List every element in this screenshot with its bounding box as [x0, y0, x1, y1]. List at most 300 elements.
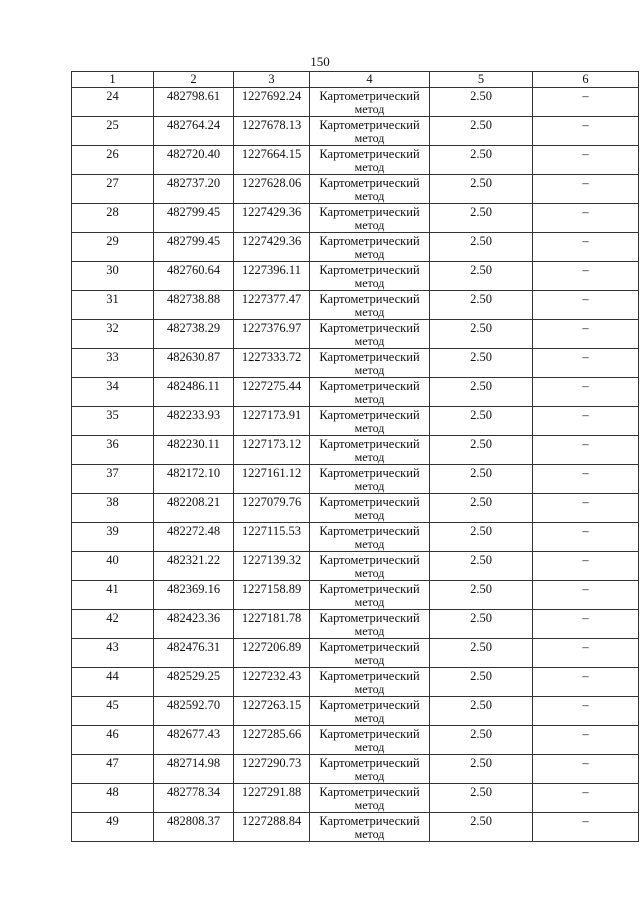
- accuracy-cell: [430, 523, 533, 552]
- point-number-cell-text: 31: [106, 292, 119, 306]
- accuracy-cell-text: 2.50: [470, 669, 492, 683]
- note-cell: [533, 88, 639, 117]
- y-coordinate-cell-text: 1227275.44: [241, 379, 302, 393]
- y-coordinate-cell: [234, 88, 310, 117]
- x-coordinate-cell-text: 482630.87: [166, 350, 221, 364]
- point-number-cell-text: 35: [106, 408, 119, 422]
- y-coordinate-cell-text: 1227429.36: [241, 205, 302, 219]
- note-cell-text: –: [582, 727, 589, 741]
- x-coordinate-cell: [154, 610, 234, 639]
- x-coordinate-cell-text: 482529.25: [166, 669, 221, 683]
- point-number-cell-text: 32: [106, 321, 119, 335]
- note-cell-text: –: [582, 408, 589, 422]
- note-cell: [533, 639, 639, 668]
- point-number-cell-text: 27: [106, 176, 119, 190]
- note-cell-text: –: [582, 263, 589, 277]
- point-number-cell-text: 47: [106, 756, 119, 770]
- method-cell-text: метод: [354, 653, 385, 667]
- x-coordinate-cell-text: 482476.31: [166, 640, 221, 654]
- point-number-cell-text: 37: [106, 466, 119, 480]
- x-coordinate-cell-text: 482737.20: [166, 176, 221, 190]
- y-coordinate-cell: [234, 610, 310, 639]
- accuracy-cell-text: 2.50: [470, 727, 492, 741]
- accuracy-cell: [430, 407, 533, 436]
- method-cell-text: метод: [354, 392, 385, 406]
- x-coordinate-cell: [154, 523, 234, 552]
- table-row: [72, 813, 639, 842]
- note-cell-text: –: [582, 553, 589, 567]
- accuracy-cell: [430, 349, 533, 378]
- note-cell: [533, 233, 639, 262]
- y-coordinate-cell-text: 1227429.36: [241, 234, 302, 248]
- note-cell: [533, 204, 639, 233]
- y-coordinate-cell: [234, 813, 310, 842]
- y-coordinate-cell: [234, 349, 310, 378]
- point-number-cell-text: 30: [106, 263, 119, 277]
- table-row: [72, 146, 639, 175]
- note-cell: [533, 581, 639, 610]
- x-coordinate-cell-text: 482760.64: [166, 263, 221, 277]
- method-cell-text: метод: [354, 624, 385, 638]
- y-coordinate-cell-text: 1227291.88: [241, 785, 302, 799]
- table-row: [72, 320, 639, 349]
- note-cell: [533, 668, 639, 697]
- note-cell: [533, 175, 639, 204]
- point-number-cell-text: 46: [106, 727, 119, 741]
- note-cell-text: –: [582, 234, 589, 248]
- table-row: [72, 117, 639, 146]
- table-row: [72, 291, 639, 320]
- note-cell-text: –: [582, 292, 589, 306]
- note-cell: [533, 436, 639, 465]
- point-number-cell: [72, 552, 154, 581]
- method-cell: [310, 233, 430, 262]
- method-cell-text: метод: [354, 189, 385, 203]
- note-cell: [533, 523, 639, 552]
- x-coordinate-cell: [154, 291, 234, 320]
- point-number-cell: [72, 117, 154, 146]
- note-cell-text: –: [582, 611, 589, 625]
- table-row: [72, 494, 639, 523]
- method-cell-text: Картометрический: [319, 814, 420, 828]
- note-cell: [533, 349, 639, 378]
- point-number-cell: [72, 378, 154, 407]
- accuracy-cell: [430, 175, 533, 204]
- method-cell-text: Картометрический: [319, 118, 420, 132]
- accuracy-cell: [430, 639, 533, 668]
- method-cell-text: метод: [354, 798, 385, 812]
- method-cell: [310, 378, 430, 407]
- y-coordinate-cell-text: 1227115.53: [242, 524, 301, 538]
- y-coordinate-cell: [234, 204, 310, 233]
- y-coordinate-cell: [234, 494, 310, 523]
- note-cell-text: –: [582, 524, 589, 538]
- y-coordinate-cell-text: 1227376.97: [241, 321, 302, 335]
- note-cell-text: –: [582, 379, 589, 393]
- method-cell-text: Картометрический: [319, 756, 420, 770]
- note-cell: [533, 755, 639, 784]
- point-number-cell: [72, 291, 154, 320]
- method-cell-text: Картометрический: [319, 321, 420, 335]
- y-coordinate-cell: [234, 233, 310, 262]
- y-coordinate-cell: [234, 465, 310, 494]
- column-header: 6: [533, 72, 639, 88]
- method-cell: [310, 639, 430, 668]
- x-coordinate-cell-text: 482272.48: [166, 524, 221, 538]
- point-number-cell-text: 26: [106, 147, 119, 161]
- point-number-cell: [72, 262, 154, 291]
- method-cell-text: Картометрический: [319, 437, 420, 451]
- method-cell: [310, 668, 430, 697]
- x-coordinate-cell-text: 482677.43: [166, 727, 221, 741]
- note-cell-text: –: [582, 118, 589, 132]
- point-number-cell-text: 45: [106, 698, 119, 712]
- accuracy-cell-text: 2.50: [470, 234, 492, 248]
- x-coordinate-cell: [154, 668, 234, 697]
- method-cell-text: Картометрический: [319, 205, 420, 219]
- x-coordinate-cell-text: 482486.11: [167, 379, 220, 393]
- accuracy-cell: [430, 494, 533, 523]
- x-coordinate-cell: [154, 494, 234, 523]
- table-row: [72, 407, 639, 436]
- y-coordinate-cell-text: 1227288.84: [241, 814, 302, 828]
- x-coordinate-cell-text: 482764.24: [166, 118, 221, 132]
- x-coordinate-cell: [154, 465, 234, 494]
- note-cell: [533, 262, 639, 291]
- x-coordinate-cell: [154, 378, 234, 407]
- method-cell-text: Картометрический: [319, 263, 420, 277]
- method-cell-text: Картометрический: [319, 524, 420, 538]
- x-coordinate-cell: [154, 146, 234, 175]
- y-coordinate-cell-text: 1227206.89: [241, 640, 302, 654]
- y-coordinate-cell: [234, 581, 310, 610]
- table-row: [72, 610, 639, 639]
- method-cell: [310, 697, 430, 726]
- accuracy-cell: [430, 697, 533, 726]
- accuracy-cell: [430, 581, 533, 610]
- point-number-cell-text: 36: [106, 437, 119, 451]
- point-number-cell-text: 29: [106, 234, 119, 248]
- y-coordinate-cell: [234, 552, 310, 581]
- point-number-cell: [72, 755, 154, 784]
- point-number-cell: [72, 436, 154, 465]
- note-cell-text: –: [582, 582, 589, 596]
- x-coordinate-cell: [154, 581, 234, 610]
- method-cell-text: метод: [354, 827, 385, 841]
- point-number-cell: [72, 233, 154, 262]
- accuracy-cell: [430, 668, 533, 697]
- table-row: [72, 378, 639, 407]
- method-cell: [310, 407, 430, 436]
- note-cell-text: –: [582, 176, 589, 190]
- y-coordinate-cell-text: 1227173.12: [241, 437, 302, 451]
- y-coordinate-cell: [234, 291, 310, 320]
- method-cell-text: метод: [354, 218, 385, 232]
- method-cell-text: метод: [354, 421, 385, 435]
- note-cell-text: –: [582, 89, 589, 103]
- method-cell-text: Картометрический: [319, 553, 420, 567]
- y-coordinate-cell: [234, 146, 310, 175]
- note-cell-text: –: [582, 321, 589, 335]
- x-coordinate-cell: [154, 407, 234, 436]
- x-coordinate-cell-text: 482799.45: [166, 234, 221, 248]
- accuracy-cell-text: 2.50: [470, 466, 492, 480]
- note-cell: [533, 146, 639, 175]
- point-number-cell-text: 44: [106, 669, 119, 683]
- accuracy-cell: [430, 291, 533, 320]
- x-coordinate-cell-text: 482808.37: [166, 814, 221, 828]
- accuracy-cell-text: 2.50: [470, 350, 492, 364]
- x-coordinate-cell: [154, 726, 234, 755]
- note-cell-text: –: [582, 785, 589, 799]
- method-cell: [310, 755, 430, 784]
- column-header: 2: [154, 72, 234, 88]
- y-coordinate-cell-text: 1227290.73: [241, 756, 302, 770]
- method-cell-text: метод: [354, 479, 385, 493]
- note-cell-text: –: [582, 756, 589, 770]
- point-number-cell: [72, 465, 154, 494]
- note-cell: [533, 610, 639, 639]
- method-cell-text: метод: [354, 363, 385, 377]
- note-cell: [533, 320, 639, 349]
- accuracy-cell: [430, 146, 533, 175]
- accuracy-cell-text: 2.50: [470, 205, 492, 219]
- x-coordinate-cell-text: 482720.40: [166, 147, 221, 161]
- note-cell-text: –: [582, 350, 589, 364]
- y-coordinate-cell-text: 1227139.32: [241, 553, 302, 567]
- accuracy-cell: [430, 726, 533, 755]
- accuracy-cell: [430, 378, 533, 407]
- method-cell-text: Картометрический: [319, 89, 420, 103]
- x-coordinate-cell: [154, 436, 234, 465]
- point-number-cell-text: 48: [106, 785, 119, 799]
- point-number-cell: [72, 175, 154, 204]
- x-coordinate-cell: [154, 204, 234, 233]
- y-coordinate-cell: [234, 784, 310, 813]
- point-number-cell: [72, 320, 154, 349]
- point-number-cell-text: 49: [106, 814, 119, 828]
- accuracy-cell: [430, 88, 533, 117]
- note-cell-text: –: [582, 437, 589, 451]
- x-coordinate-cell: [154, 755, 234, 784]
- accuracy-cell: [430, 320, 533, 349]
- method-cell-text: метод: [354, 450, 385, 464]
- y-coordinate-cell-text: 1227181.78: [241, 611, 302, 625]
- accuracy-cell-text: 2.50: [470, 437, 492, 451]
- x-coordinate-cell-text: 482778.34: [166, 785, 221, 799]
- method-cell-text: Картометрический: [319, 466, 420, 480]
- x-coordinate-cell-text: 482798.61: [166, 89, 221, 103]
- point-number-cell: [72, 146, 154, 175]
- table-row: [72, 349, 639, 378]
- method-cell-text: метод: [354, 102, 385, 116]
- y-coordinate-cell-text: 1227232.43: [241, 669, 302, 683]
- method-cell-text: метод: [354, 160, 385, 174]
- y-coordinate-cell: [234, 407, 310, 436]
- method-cell-text: Картометрический: [319, 785, 420, 799]
- y-coordinate-cell-text: 1227333.72: [241, 350, 302, 364]
- y-coordinate-cell-text: 1227396.11: [242, 263, 301, 277]
- accuracy-cell: [430, 610, 533, 639]
- method-cell-text: Картометрический: [319, 147, 420, 161]
- method-cell-text: Картометрический: [319, 611, 420, 625]
- table-row: [72, 639, 639, 668]
- accuracy-cell-text: 2.50: [470, 553, 492, 567]
- method-cell: [310, 291, 430, 320]
- method-cell: [310, 349, 430, 378]
- note-cell-text: –: [582, 147, 589, 161]
- point-number-cell-text: 38: [106, 495, 119, 509]
- table-row: [72, 436, 639, 465]
- accuracy-cell-text: 2.50: [470, 582, 492, 596]
- table-row: [72, 552, 639, 581]
- note-cell: [533, 552, 639, 581]
- x-coordinate-cell-text: 482592.70: [166, 698, 221, 712]
- point-number-cell-text: 43: [106, 640, 119, 654]
- method-cell-text: метод: [354, 595, 385, 609]
- x-coordinate-cell: [154, 639, 234, 668]
- table-row: [72, 755, 639, 784]
- table-row: [72, 784, 639, 813]
- method-cell-text: Картометрический: [319, 379, 420, 393]
- point-number-cell: [72, 581, 154, 610]
- x-coordinate-cell-text: 482423.36: [166, 611, 221, 625]
- method-cell-text: метод: [354, 508, 385, 522]
- point-number-cell: [72, 88, 154, 117]
- x-coordinate-cell: [154, 88, 234, 117]
- y-coordinate-cell-text: 1227692.24: [241, 89, 302, 103]
- method-cell: [310, 552, 430, 581]
- method-cell-text: Картометрический: [319, 292, 420, 306]
- method-cell-text: метод: [354, 537, 385, 551]
- note-cell: [533, 494, 639, 523]
- point-number-cell: [72, 668, 154, 697]
- table-row: [72, 88, 639, 117]
- note-cell: [533, 378, 639, 407]
- x-coordinate-cell: [154, 552, 234, 581]
- method-cell-text: Картометрический: [319, 727, 420, 741]
- point-number-cell-text: 39: [106, 524, 119, 538]
- column-header: 1: [72, 72, 154, 88]
- point-number-cell-text: 40: [106, 553, 119, 567]
- x-coordinate-cell: [154, 784, 234, 813]
- point-number-cell: [72, 610, 154, 639]
- y-coordinate-cell: [234, 436, 310, 465]
- y-coordinate-cell: [234, 639, 310, 668]
- x-coordinate-cell-text: 482738.29: [166, 321, 221, 335]
- point-number-cell-text: 25: [106, 118, 119, 132]
- method-cell-text: Картометрический: [319, 640, 420, 654]
- column-header: 3: [234, 72, 310, 88]
- method-cell: [310, 436, 430, 465]
- method-cell-text: Картометрический: [319, 408, 420, 422]
- method-cell: [310, 175, 430, 204]
- x-coordinate-cell: [154, 117, 234, 146]
- accuracy-cell: [430, 784, 533, 813]
- method-cell: [310, 88, 430, 117]
- x-coordinate-cell: [154, 320, 234, 349]
- accuracy-cell-text: 2.50: [470, 89, 492, 103]
- x-coordinate-cell-text: 482233.93: [166, 408, 221, 422]
- point-number-cell-text: 24: [106, 89, 119, 103]
- y-coordinate-cell-text: 1227161.12: [241, 466, 302, 480]
- accuracy-cell-text: 2.50: [470, 785, 492, 799]
- method-cell: [310, 262, 430, 291]
- method-cell: [310, 465, 430, 494]
- method-cell-text: метод: [354, 305, 385, 319]
- x-coordinate-cell-text: 482321.22: [166, 553, 221, 567]
- point-number-cell: [72, 639, 154, 668]
- table-row: [72, 262, 639, 291]
- method-cell: [310, 610, 430, 639]
- y-coordinate-cell-text: 1227377.47: [241, 292, 302, 306]
- y-coordinate-cell-text: 1227285.66: [241, 727, 302, 741]
- method-cell-text: метод: [354, 740, 385, 754]
- x-coordinate-cell-text: 482172.10: [166, 466, 221, 480]
- note-cell: [533, 697, 639, 726]
- point-number-cell: [72, 813, 154, 842]
- column-header: 5: [430, 72, 533, 88]
- method-cell-text: метод: [354, 682, 385, 696]
- y-coordinate-cell-text: 1227664.15: [241, 147, 302, 161]
- y-coordinate-cell-text: 1227158.89: [241, 582, 302, 596]
- accuracy-cell-text: 2.50: [470, 495, 492, 509]
- note-cell: [533, 784, 639, 813]
- point-number-cell: [72, 494, 154, 523]
- method-cell: [310, 726, 430, 755]
- accuracy-cell-text: 2.50: [470, 176, 492, 190]
- table-row: [72, 726, 639, 755]
- method-cell-text: метод: [354, 711, 385, 725]
- note-cell: [533, 726, 639, 755]
- method-cell-text: метод: [354, 334, 385, 348]
- note-cell-text: –: [582, 640, 589, 654]
- table-row: [72, 581, 639, 610]
- accuracy-cell-text: 2.50: [470, 814, 492, 828]
- table-row: [72, 204, 639, 233]
- note-cell-text: –: [582, 814, 589, 828]
- accuracy-cell: [430, 233, 533, 262]
- table-header-row: [72, 72, 639, 88]
- accuracy-cell-text: 2.50: [470, 292, 492, 306]
- accuracy-cell-text: 2.50: [470, 408, 492, 422]
- point-number-cell: [72, 407, 154, 436]
- accuracy-cell: [430, 117, 533, 146]
- accuracy-cell: [430, 204, 533, 233]
- method-cell: [310, 204, 430, 233]
- method-cell-text: метод: [354, 769, 385, 783]
- point-number-cell-text: 42: [106, 611, 119, 625]
- x-coordinate-cell: [154, 233, 234, 262]
- x-coordinate-cell: [154, 349, 234, 378]
- y-coordinate-cell: [234, 117, 310, 146]
- method-cell: [310, 523, 430, 552]
- x-coordinate-cell-text: 482369.16: [166, 582, 221, 596]
- y-coordinate-cell-text: 1227079.76: [241, 495, 302, 509]
- method-cell-text: Картометрический: [319, 582, 420, 596]
- method-cell-text: Картометрический: [319, 698, 420, 712]
- method-cell-text: Картометрический: [319, 176, 420, 190]
- accuracy-cell: [430, 436, 533, 465]
- accuracy-cell-text: 2.50: [470, 118, 492, 132]
- x-coordinate-cell: [154, 697, 234, 726]
- point-number-cell-text: 41: [106, 582, 119, 596]
- note-cell: [533, 407, 639, 436]
- x-coordinate-cell-text: 482738.88: [166, 292, 221, 306]
- accuracy-cell-text: 2.50: [470, 524, 492, 538]
- accuracy-cell-text: 2.50: [470, 756, 492, 770]
- table-row: [72, 233, 639, 262]
